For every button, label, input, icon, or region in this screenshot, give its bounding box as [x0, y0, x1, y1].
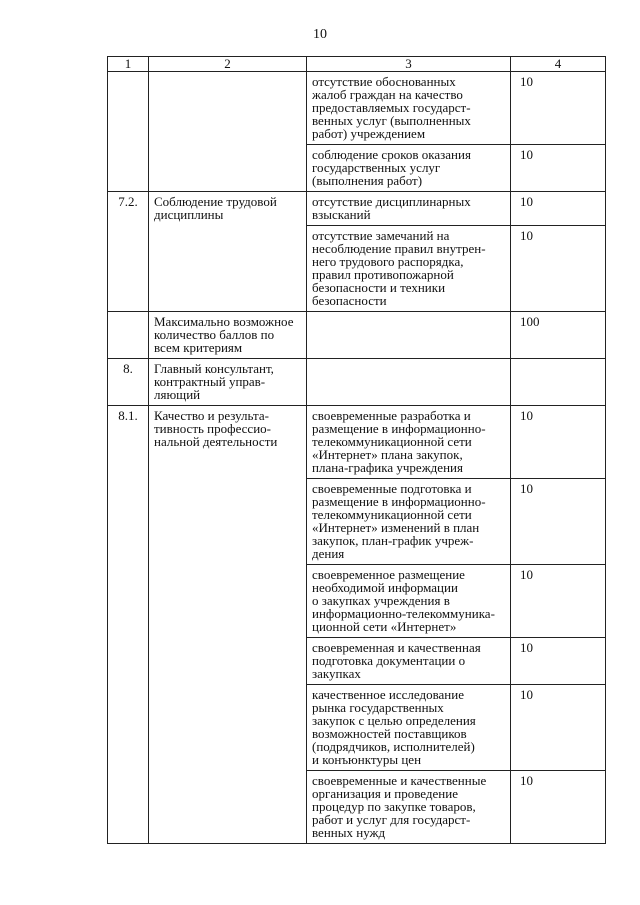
points-cell: 10	[511, 406, 606, 479]
item-name-cell: Соблюдение трудовой дисциплины	[149, 192, 307, 312]
criterion-cell: отсутствие дисциплинарных взысканий	[307, 192, 511, 226]
points-cell: 10	[511, 145, 606, 192]
points-cell: 10	[511, 226, 606, 312]
item-number-cell	[108, 72, 149, 192]
column-number: 2	[149, 57, 307, 72]
item-number-cell	[108, 312, 149, 359]
criterion-cell	[307, 312, 511, 359]
criterion-cell: отсутствие замечаний на несоблюдение правил внутрен- него трудового распорядка, правил противопожарной безопасности и техники безопасности	[307, 226, 511, 312]
criterion-cell: соблюдение сроков оказания государственных услуг (выполнения работ)	[307, 145, 511, 192]
table-row	[108, 72, 606, 145]
criterion-cell	[307, 359, 511, 406]
table-row	[108, 192, 606, 226]
criterion-cell: своевременная и качественная подготовка документации о закупках	[307, 638, 511, 685]
column-number: 3	[307, 57, 511, 72]
criterion-cell: своевременные и качественные организация и проведение процедур по закупке товаров, работ и услуг для государст- венных нужд	[307, 771, 511, 844]
column-number: 1	[108, 57, 149, 72]
item-number-cell: 7.2.	[108, 192, 149, 312]
table-row	[108, 406, 606, 479]
column-number: 4	[511, 57, 606, 72]
points-cell: 10	[511, 638, 606, 685]
points-cell: 10	[511, 771, 606, 844]
points-cell: 100	[511, 312, 606, 359]
item-name-cell	[149, 72, 307, 192]
points-cell: 10	[511, 72, 606, 145]
criterion-cell: качественное исследование рынка государственных закупок с целью определения возможностей поставщиков (подрядчиков, исполнителей) и конъюнктуры цен	[307, 685, 511, 771]
criterion-cell: своевременные разработка и размещение в информационно- телекоммуникационной сети «Интернет» плана закупок, плана-графика учреждения	[307, 406, 511, 479]
criterion-cell: своевременные подготовка и размещение в информационно- телекоммуникационной сети «Интернет» изменений в план закупок, план-график учреж- дения	[307, 479, 511, 565]
table-row	[108, 312, 606, 359]
item-name-cell: Качество и результа- тивность профессио- нальной деятельности	[149, 406, 307, 844]
column-number-row	[108, 57, 606, 72]
points-cell: 10	[511, 565, 606, 638]
page-number: 10	[313, 27, 327, 42]
item-name-cell: Главный консультант, контрактный управ- ляющий	[149, 359, 307, 406]
criteria-table	[107, 56, 606, 844]
points-cell: 10	[511, 192, 606, 226]
points-cell	[511, 359, 606, 406]
item-number-cell: 8.1.	[108, 406, 149, 844]
criterion-cell: отсутствие обоснованных жалоб граждан на качество предоставляемых государст- венных услуг (выполненных работ) учреждением	[307, 72, 511, 145]
criterion-cell: своевременное размещение необходимой информации о закупках учреждения в информационно-телекоммуника- ционной сети «Интернет»	[307, 565, 511, 638]
item-name-cell: Максимально возможное количество баллов по всем критериям	[149, 312, 307, 359]
points-cell: 10	[511, 685, 606, 771]
points-cell: 10	[511, 479, 606, 565]
table-row	[108, 359, 606, 406]
item-number-cell: 8.	[108, 359, 149, 406]
criteria-table-body	[108, 57, 606, 844]
